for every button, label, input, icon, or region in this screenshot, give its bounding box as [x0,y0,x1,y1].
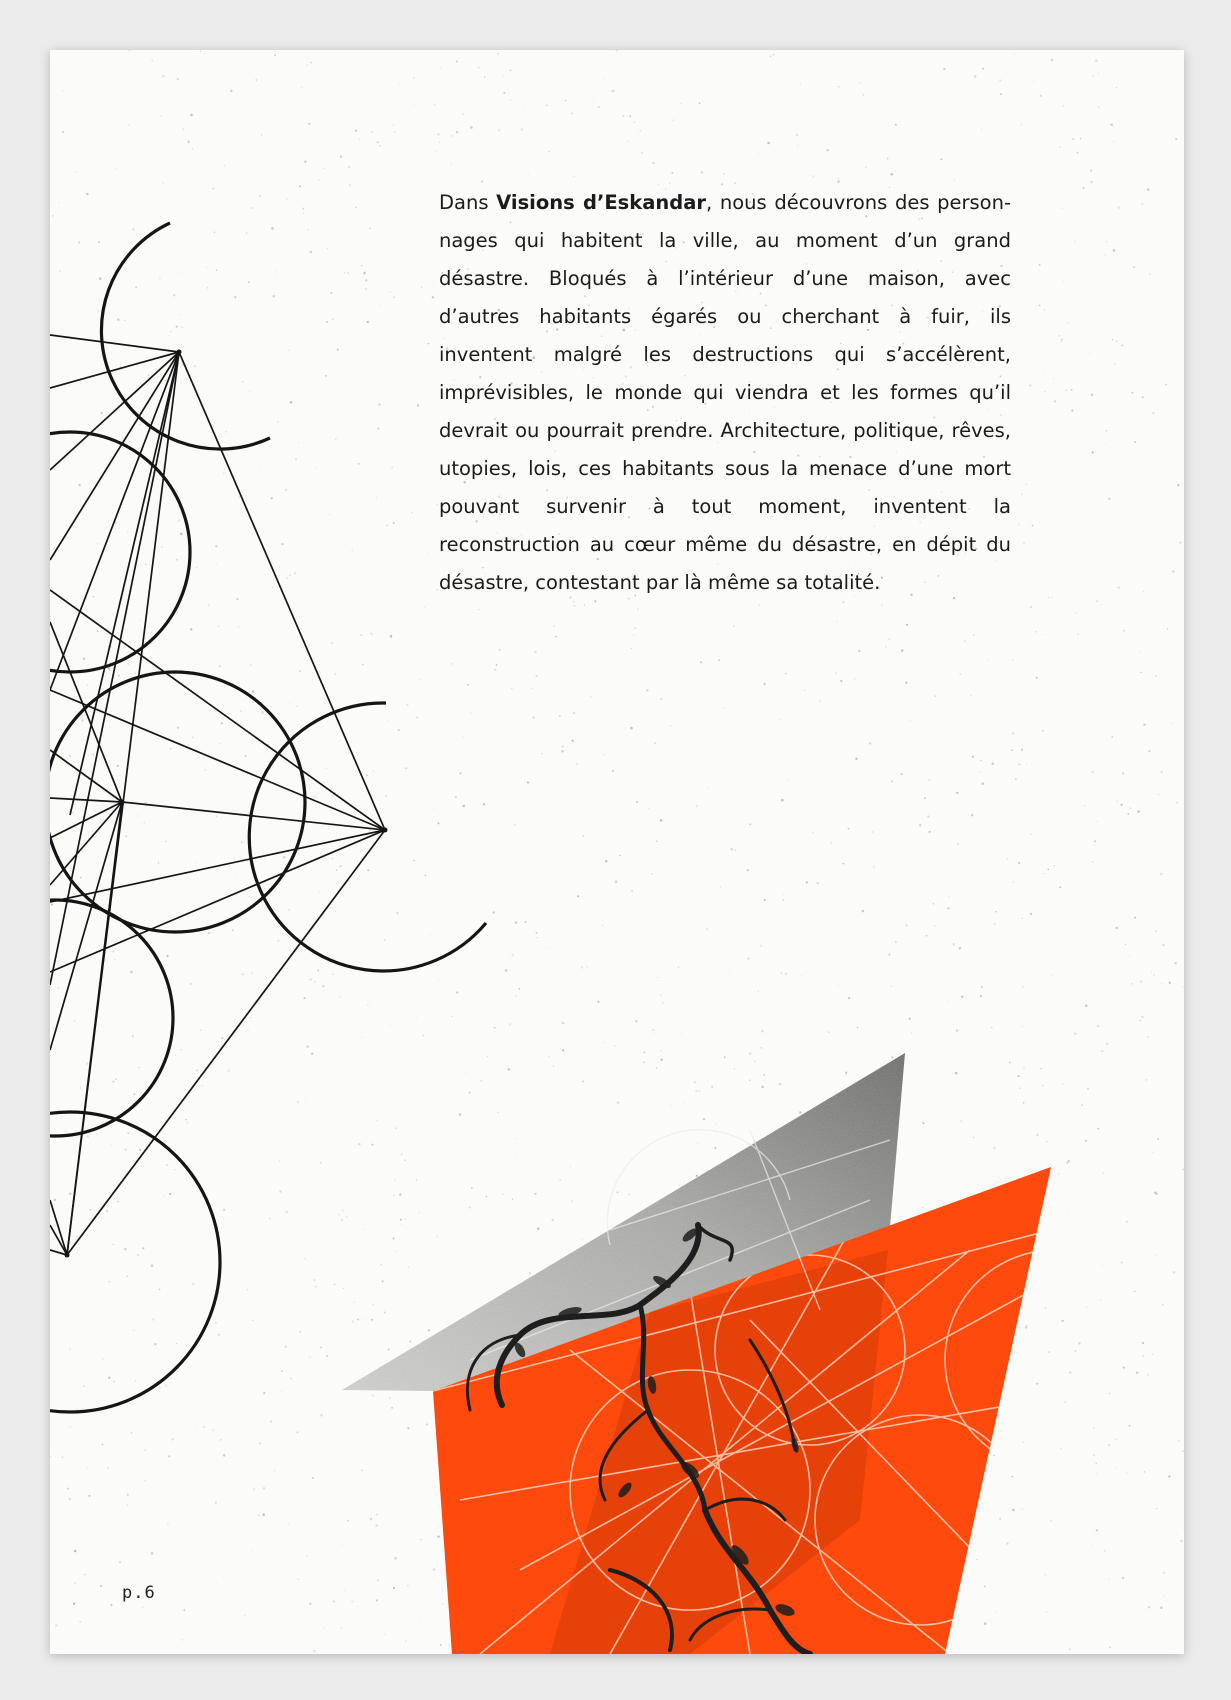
page-number: p.6 [122,1583,156,1603]
body-text: , nous découvrons des personnages qui habitent la ville, au moment d’un grand désastre. Bloqués à l’intérieur d’une maison, avec d’autres habitants égarés ou cherchant à fuir, ils inventent malgré les destructions qui s’accélèrent, imprévisibles, le monde qui viendra et les formes qu’il devrait ou pourrait prendre. Architecture, politique, rêves, utopies, lois, ces habitants sous la menace d’une mort pouvant survenir à tout moment, inventent la reconstruction au cœur même du désastre, en dépit du désastre, contestant par là même sa totalité. [439,191,1012,594]
intro-text: Dans [439,191,497,214]
work-title: Visions d’Eskandar [496,191,707,214]
book-page [50,50,1184,1654]
body-paragraph [439,184,1011,602]
